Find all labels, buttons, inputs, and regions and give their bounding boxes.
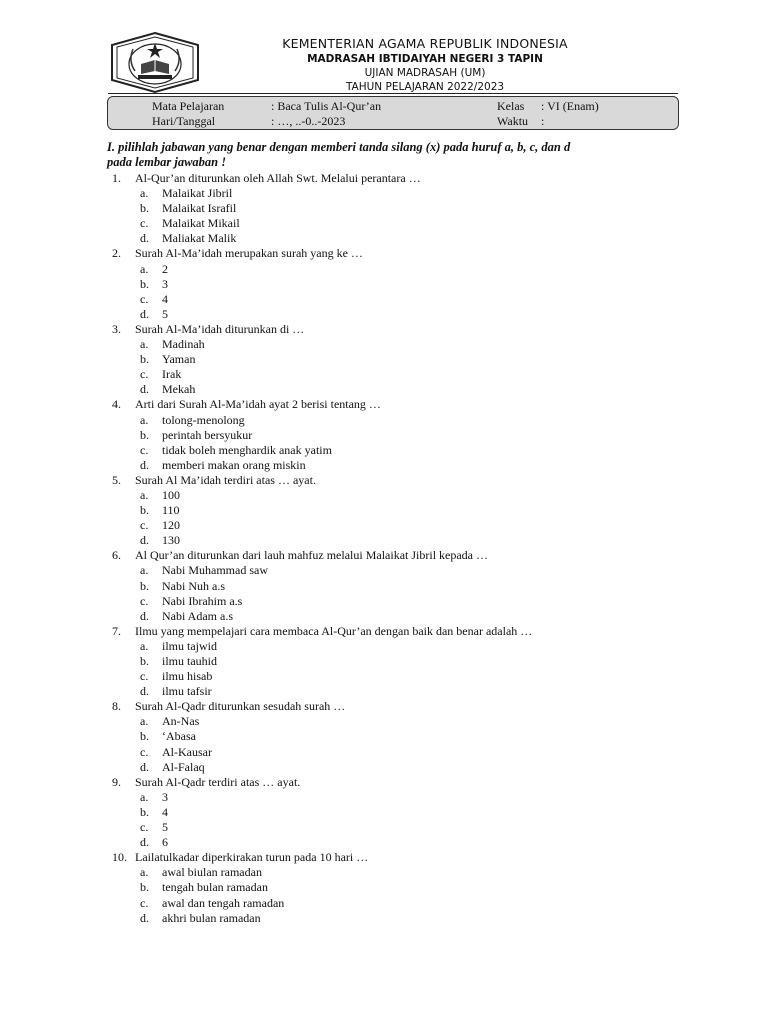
question-line bbox=[112, 397, 672, 412]
option-text: ilmu tajwid bbox=[162, 638, 217, 653]
answer-option bbox=[112, 367, 672, 382]
question-item bbox=[112, 699, 672, 774]
question-list bbox=[112, 171, 672, 926]
date-value: : …, ..-0..-2023 bbox=[271, 114, 346, 128]
option-text: 100 bbox=[162, 487, 180, 502]
answer-option bbox=[112, 639, 672, 654]
question-text: Al-Qur’an diturunkan oleh Allah Swt. Melalui perantara … bbox=[135, 171, 421, 185]
exam-name: UJIAN MADRASAH (UM) bbox=[364, 67, 486, 79]
option-text: 5 bbox=[162, 820, 168, 835]
option-text: 3 bbox=[162, 276, 168, 291]
option-text: 2 bbox=[162, 261, 168, 276]
answer-option bbox=[112, 292, 672, 307]
option-text: tengah bulan ramadan bbox=[162, 880, 268, 895]
question-text: Arti dari Surah Al-Ma’idah ayat 2 berisi tentang … bbox=[135, 397, 381, 412]
question-item bbox=[112, 548, 672, 623]
option-letter: c. bbox=[140, 442, 149, 457]
option-letter: b. bbox=[140, 276, 149, 291]
question-number: 10. bbox=[112, 850, 127, 865]
option-text: Mekah bbox=[162, 382, 196, 397]
subject-label: Mata Pelajaran bbox=[152, 99, 225, 113]
option-text: tolong-menolong bbox=[162, 412, 245, 427]
answer-option bbox=[112, 428, 672, 443]
option-letter: b. bbox=[140, 201, 149, 216]
answer-option bbox=[112, 413, 672, 428]
question-text: Ilmu yang mempelajari cara membaca Al-Qur’an dengan baik dan benar adalah … bbox=[135, 623, 533, 638]
option-letter: c. bbox=[140, 895, 149, 910]
option-letter: a. bbox=[140, 337, 149, 352]
instruction-line-1: I. pilihlah jabawan yang benar dengan memberi tanda silang (x) pada huruf a, b, c, dan d bbox=[107, 140, 571, 154]
answer-option bbox=[112, 669, 672, 684]
answer-option bbox=[112, 277, 672, 292]
question-item bbox=[112, 397, 672, 472]
answer-option bbox=[112, 745, 672, 760]
option-text: Nabi Nuh a.s bbox=[162, 578, 225, 593]
option-letter: d. bbox=[140, 457, 149, 472]
option-text: ilmu tafsir bbox=[162, 684, 212, 699]
option-text: Nabi Adam a.s bbox=[162, 608, 233, 623]
answer-option bbox=[112, 216, 672, 231]
answer-option bbox=[112, 654, 672, 669]
header bbox=[200, 36, 650, 94]
option-text: An-Nas bbox=[162, 714, 200, 729]
option-letter: d. bbox=[140, 382, 149, 397]
question-item bbox=[112, 850, 672, 925]
answer-option bbox=[112, 186, 672, 201]
option-letter: a. bbox=[140, 186, 149, 201]
question-number: 7. bbox=[112, 623, 121, 638]
option-letter: d. bbox=[140, 608, 149, 623]
option-letter: a. bbox=[140, 865, 149, 880]
question-item bbox=[112, 171, 672, 246]
question-number: 5. bbox=[112, 472, 121, 487]
answer-option bbox=[112, 805, 672, 820]
question-text: Al Qur’an diturunkan dari lauh mahfuz melalui Malaikat Jibril kepada … bbox=[135, 548, 489, 563]
option-text: 6 bbox=[162, 835, 168, 850]
info-row-subject bbox=[108, 99, 678, 114]
option-text: awal biulan ramadan bbox=[162, 865, 262, 880]
option-text: 3 bbox=[162, 789, 168, 804]
question-text: Surah Al-Ma’idah diturunkan di … bbox=[135, 321, 305, 336]
option-text: 120 bbox=[162, 518, 180, 533]
question-text: Surah Al-Qadr terdiri atas … ayat. bbox=[135, 774, 301, 789]
question-line bbox=[112, 699, 672, 714]
date-label: Hari/Tanggal bbox=[152, 114, 216, 128]
option-text: perintah bersyukur bbox=[162, 427, 253, 442]
answer-option bbox=[112, 307, 672, 322]
answer-option bbox=[112, 443, 672, 458]
question-item bbox=[112, 322, 672, 397]
option-letter: a. bbox=[140, 638, 149, 653]
answer-option bbox=[112, 896, 672, 911]
option-text: Al-Kausar bbox=[162, 744, 212, 759]
answer-option bbox=[112, 201, 672, 216]
option-letter: c. bbox=[140, 669, 149, 684]
instruction-line-2: pada lembar jawaban ! bbox=[107, 155, 227, 169]
option-letter: d. bbox=[140, 910, 149, 925]
option-letter: a. bbox=[140, 563, 149, 578]
answer-option bbox=[112, 262, 672, 277]
option-letter: b. bbox=[140, 578, 149, 593]
time-value: : bbox=[541, 114, 545, 128]
answer-option bbox=[112, 865, 672, 880]
kemenag-logo-icon bbox=[108, 31, 202, 94]
option-letter: c. bbox=[140, 216, 149, 231]
option-letter: c. bbox=[140, 744, 149, 759]
answer-option bbox=[112, 579, 672, 594]
subject-value: : Baca Tulis Al-Qur’an bbox=[271, 99, 382, 113]
option-letter: b. bbox=[140, 654, 149, 668]
question-text: Surah Al-Qadr diturunkan sesudah surah … bbox=[135, 699, 346, 714]
answer-option bbox=[112, 911, 672, 926]
option-letter: b. bbox=[140, 503, 149, 518]
option-text: Nabi Ibrahim a.s bbox=[162, 593, 243, 608]
class-label: Kelas bbox=[497, 99, 525, 113]
answer-option bbox=[112, 503, 672, 518]
option-letter: b. bbox=[140, 804, 149, 819]
question-number: 2. bbox=[112, 246, 121, 261]
option-text: akhri bulan ramadan bbox=[162, 910, 261, 925]
answer-option bbox=[112, 729, 672, 744]
question-line bbox=[112, 624, 672, 639]
question-line bbox=[112, 171, 672, 186]
option-text: Maliakat Malik bbox=[162, 231, 237, 246]
answer-option bbox=[112, 337, 672, 352]
question-line bbox=[112, 548, 672, 563]
question-text: Surah Al Ma’idah terdiri atas … ayat. bbox=[135, 472, 316, 487]
question-number: 1. bbox=[112, 171, 121, 185]
answer-option bbox=[112, 518, 672, 533]
answer-option bbox=[112, 488, 672, 503]
option-letter: b. bbox=[140, 729, 149, 744]
option-letter: a. bbox=[140, 412, 149, 427]
answer-option bbox=[112, 714, 672, 729]
option-text: memberi makan orang miskin bbox=[162, 457, 306, 472]
option-letter: d. bbox=[140, 533, 149, 548]
option-text: 110 bbox=[162, 503, 180, 518]
option-letter: c. bbox=[140, 593, 149, 608]
option-text: Al-Falaq bbox=[162, 759, 205, 774]
option-text: 4 bbox=[162, 804, 168, 819]
answer-option bbox=[112, 760, 672, 775]
question-item bbox=[112, 473, 672, 548]
option-letter: b. bbox=[140, 352, 149, 367]
class-value: : VI (Enam) bbox=[541, 99, 599, 113]
option-letter: a. bbox=[140, 261, 149, 276]
option-text: Madinah bbox=[162, 337, 205, 352]
option-text: ‘Abasa bbox=[162, 729, 196, 744]
option-letter: b. bbox=[140, 880, 149, 895]
option-letter: d. bbox=[140, 306, 149, 321]
option-text: Malaikat Mikail bbox=[162, 216, 240, 231]
question-text: Lailatulkadar diperkirakan turun pada 10 hari … bbox=[135, 850, 369, 865]
answer-option bbox=[112, 790, 672, 805]
option-letter: b. bbox=[140, 427, 149, 442]
question-number: 4. bbox=[112, 397, 121, 412]
ministry-title: KEMENTERIAN AGAMA REPUBLIK INDONESIA bbox=[282, 36, 568, 51]
question-text: Surah Al-Ma’idah merupakan surah yang ke … bbox=[135, 246, 363, 261]
option-text: ilmu tauhid bbox=[162, 654, 217, 668]
answer-option bbox=[112, 609, 672, 624]
option-text: Yaman bbox=[162, 352, 196, 367]
option-text: Irak bbox=[162, 367, 182, 382]
option-text: tidak boleh menghardik anak yatim bbox=[162, 442, 332, 457]
option-letter: a. bbox=[140, 487, 149, 502]
exam-info-box bbox=[107, 96, 679, 130]
instruction bbox=[107, 140, 682, 170]
question-number: 3. bbox=[112, 321, 121, 336]
answer-option bbox=[112, 382, 672, 397]
option-text: Malaikat Israfil bbox=[162, 201, 237, 216]
option-letter: c. bbox=[140, 367, 149, 382]
answer-option bbox=[112, 458, 672, 473]
option-letter: c. bbox=[140, 291, 149, 306]
info-row-date bbox=[108, 114, 678, 129]
answer-option bbox=[112, 563, 672, 578]
school-name: MADRASAH IBTIDAIYAH NEGERI 3 TAPIN bbox=[307, 53, 543, 65]
option-letter: a. bbox=[140, 714, 149, 729]
answer-option bbox=[112, 820, 672, 835]
answer-option bbox=[112, 533, 672, 548]
question-item bbox=[112, 624, 672, 699]
option-text: Malaikat Jibril bbox=[162, 186, 233, 201]
question-number: 9. bbox=[112, 774, 121, 789]
academic-year: TAHUN PELAJARAN 2022/2023 bbox=[345, 81, 505, 93]
header-divider bbox=[108, 93, 678, 94]
option-text: awal dan tengah ramadan bbox=[162, 895, 285, 910]
option-letter: d. bbox=[140, 231, 149, 246]
question-line bbox=[112, 246, 672, 261]
option-text: 5 bbox=[162, 306, 168, 321]
question-number: 6. bbox=[112, 548, 121, 563]
option-text: Nabi Muhammad saw bbox=[162, 563, 268, 578]
option-text: ilmu hisab bbox=[162, 669, 213, 684]
question-number: 8. bbox=[112, 699, 121, 714]
option-letter: c. bbox=[140, 820, 149, 835]
option-letter: a. bbox=[140, 789, 149, 804]
option-letter: c. bbox=[140, 518, 149, 533]
answer-option bbox=[112, 594, 672, 609]
question-item bbox=[112, 775, 672, 850]
question-line bbox=[112, 775, 672, 790]
question-line bbox=[112, 850, 672, 865]
option-text: 4 bbox=[162, 291, 168, 306]
option-text: 130 bbox=[162, 533, 180, 548]
question-line bbox=[112, 473, 672, 488]
answer-option bbox=[112, 684, 672, 699]
answer-option bbox=[112, 352, 672, 367]
option-letter: d. bbox=[140, 684, 149, 699]
question-line bbox=[112, 322, 672, 337]
option-letter: d. bbox=[140, 835, 149, 850]
answer-option bbox=[112, 880, 672, 895]
answer-option bbox=[112, 231, 672, 246]
answer-option bbox=[112, 835, 672, 850]
option-letter: d. bbox=[140, 759, 149, 774]
question-item bbox=[112, 246, 672, 321]
time-label: Waktu bbox=[497, 114, 529, 128]
